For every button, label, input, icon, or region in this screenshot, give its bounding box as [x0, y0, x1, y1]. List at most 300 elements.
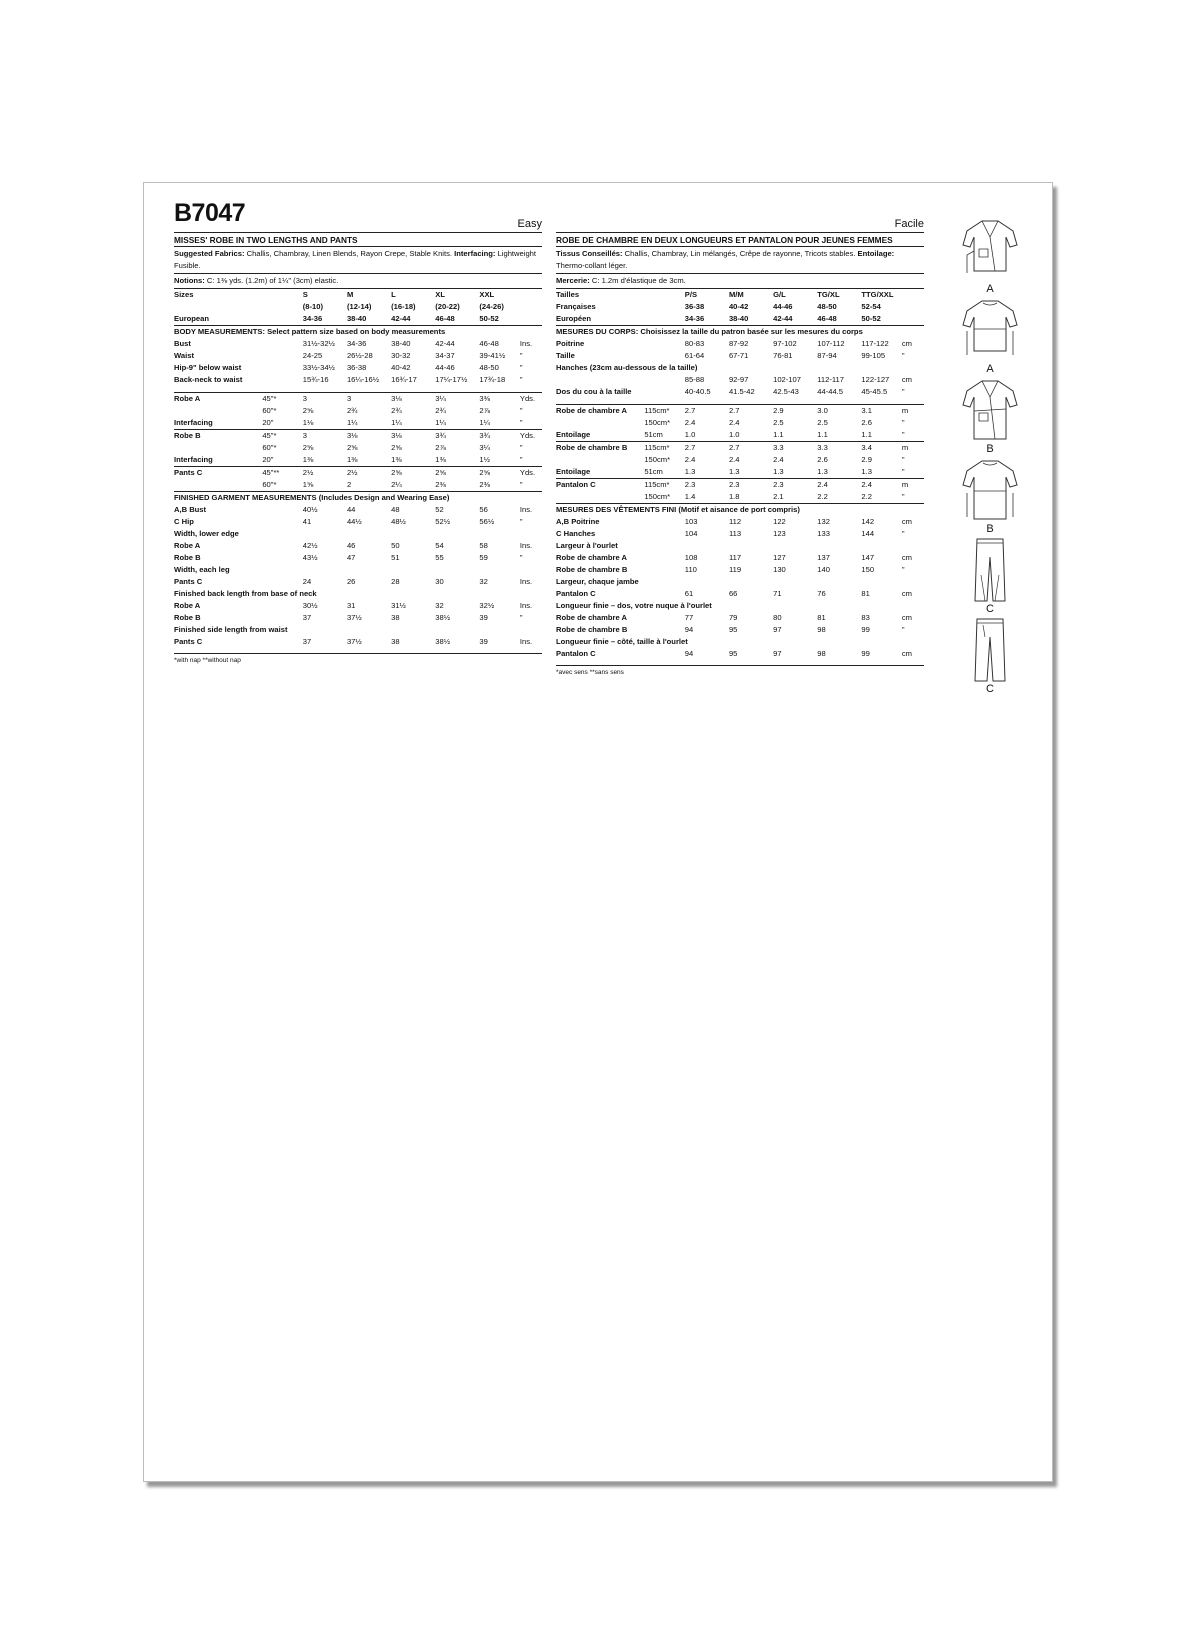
unit-cell: cm: [901, 517, 912, 526]
value-cell: 2⅞: [479, 406, 490, 415]
value-cell: 38: [391, 613, 400, 622]
size-name: TG/XL: [817, 290, 840, 299]
footnote: *avec sens **sans sens: [556, 665, 924, 676]
value-cell: 1.8: [728, 492, 740, 501]
unit-cell: ": [519, 443, 523, 452]
value-cell: 97-102: [773, 339, 797, 348]
row-label: Robe de chambre A: [556, 613, 628, 622]
unit-cell: ": [901, 351, 905, 360]
unit-cell: Ins.: [519, 601, 533, 610]
table-row: [174, 504, 542, 516]
unit-cell: ": [901, 418, 905, 427]
view-thumb: [955, 615, 1025, 695]
value-cell: 2¾: [391, 406, 402, 415]
notions-label: Mercerie:: [556, 276, 590, 285]
subsection-label: Largeur, chaque jambe: [556, 577, 639, 586]
value-cell: 30½: [302, 601, 318, 610]
value-cell: 40-40.5: [684, 387, 711, 396]
unit-cell: ": [519, 406, 523, 415]
table-row: [174, 405, 542, 417]
fabric-width: 115cm*: [644, 442, 684, 455]
view-label: B: [986, 443, 994, 455]
pattern-title: MISSES' ROBE IN TWO LENGTHS AND PANTS: [174, 233, 542, 247]
value-cell: 85-88: [684, 375, 705, 384]
value-cell: 79: [728, 613, 738, 622]
table-row: [174, 442, 542, 454]
value-cell: 2⅝: [435, 467, 479, 480]
value-cell: 3: [303, 393, 347, 406]
value-cell: 31: [346, 601, 356, 610]
unit-cell: Ins.: [519, 637, 533, 646]
value-cell: 2.4: [773, 455, 784, 464]
size-name: TTG/XXL: [861, 290, 894, 299]
header: [556, 205, 924, 233]
value-cell: 107-112: [817, 339, 845, 348]
table-row: [174, 600, 542, 612]
value-cell: 34-37: [435, 351, 455, 360]
table-cell: [520, 313, 542, 326]
value-cell: 38: [391, 637, 400, 646]
value-cell: 1½: [479, 455, 490, 464]
interfacing-label: Entoilage:: [857, 249, 895, 258]
size-numbers-row: [556, 301, 924, 313]
value-cell: 94: [684, 625, 694, 634]
european-size: 38-40: [346, 314, 367, 323]
value-cell: 2¾: [435, 406, 446, 415]
row-label: Robe A: [174, 601, 201, 610]
unit-cell: Ins.: [519, 541, 533, 550]
value-cell: 2.1: [773, 492, 784, 501]
table-row: [174, 393, 542, 406]
unit-cell: ": [519, 553, 523, 562]
value-cell: 1⅛: [302, 418, 314, 427]
value-cell: 112: [728, 517, 742, 526]
value-cell: 48: [391, 505, 400, 514]
size-number: 48-50: [817, 302, 837, 311]
footnote: *with nap **without nap: [174, 653, 542, 664]
table-cell: [262, 540, 302, 552]
value-cell: 32½: [479, 601, 495, 610]
value-cell: 3.0: [817, 405, 861, 418]
fabric-width: 115cm*: [644, 405, 684, 418]
table-row: [556, 648, 924, 660]
value-cell: 2: [346, 480, 352, 489]
section-title-row: [174, 326, 542, 339]
unit-cell: ": [901, 492, 905, 501]
unit-cell: ": [519, 480, 523, 489]
table-cell: [262, 362, 302, 374]
subsection-label: Hanches (23cm au-dessous de la taille): [556, 363, 698, 372]
row-label: C Hanches: [556, 529, 596, 538]
value-cell: 41.5-42: [728, 387, 755, 396]
value-cell: 3¼: [435, 393, 479, 406]
row-label: Robe A: [174, 541, 201, 550]
view-thumb: [955, 535, 1025, 615]
size-name: M: [346, 290, 354, 299]
value-cell: 56: [479, 505, 488, 514]
value-cell: 2.9: [861, 455, 872, 464]
european-size: 46-48: [817, 314, 837, 323]
value-cell: 1.1: [773, 430, 784, 439]
value-cell: 32: [479, 577, 488, 586]
fabrics-label: Tissus Conseillés:: [556, 249, 623, 258]
value-cell: 2.7: [685, 405, 729, 418]
table-cell: [644, 516, 684, 528]
subsection-label: Width, each leg: [174, 565, 230, 574]
value-cell: 16¼-16½: [346, 375, 380, 384]
row-label: Interfacing: [174, 418, 213, 427]
subsection-label: Largeur à l'ourlet: [556, 541, 618, 550]
value-cell: 2¼: [391, 480, 402, 489]
value-cell: 2¾: [346, 406, 358, 415]
value-cell: 31½-32½: [302, 339, 335, 348]
value-cell: 81: [817, 613, 826, 622]
value-cell: 1.3: [861, 467, 872, 476]
table-row: [556, 636, 924, 648]
value-cell: 2.7: [729, 442, 773, 455]
table-row: [174, 350, 542, 362]
value-cell: 39: [479, 613, 488, 622]
value-cell: 3: [303, 430, 347, 443]
size-name: S: [302, 290, 308, 299]
value-cell: 144: [861, 529, 875, 538]
value-cell: 33½-34½: [302, 363, 335, 372]
view-thumb: [955, 455, 1025, 535]
size-table: [556, 289, 924, 660]
value-cell: 58: [479, 541, 488, 550]
unit-cell: ": [901, 565, 905, 574]
fabric-width: 150cm*: [644, 455, 671, 464]
size-name: P/S: [684, 290, 698, 299]
value-cell: 130: [773, 565, 786, 574]
fabric-width: 150cm*: [644, 418, 671, 427]
table-row: [556, 374, 924, 386]
value-cell: 42½: [302, 541, 318, 550]
unit-cell: ": [519, 363, 523, 372]
table-row: [556, 429, 924, 442]
value-cell: 1.3: [728, 467, 740, 476]
view-label: C: [986, 603, 994, 615]
notions-label: Notions:: [174, 276, 205, 285]
interfacing-text: Thermo-collant léger.: [556, 261, 628, 270]
european-size: 34-36: [684, 314, 705, 323]
value-cell: 15¾-16: [302, 375, 329, 384]
table-cell: [644, 338, 684, 350]
value-cell: 55: [435, 553, 444, 562]
notions-text: C: 1.2m d'élastique de 3cm.: [589, 276, 686, 285]
value-cell: 45-45.5: [861, 387, 888, 396]
value-cell: 61: [684, 589, 694, 598]
fabrics-label: Suggested Fabrics:: [174, 249, 245, 258]
row-label: Pantalon C: [556, 589, 596, 598]
table-row: [556, 338, 924, 350]
value-cell: 1.1: [861, 430, 872, 439]
value-cell: 140: [817, 565, 830, 574]
value-cell: 103: [684, 517, 698, 526]
value-cell: 133: [817, 529, 830, 538]
table-row: [174, 516, 542, 528]
subsection-label: Longueur finie – dos, votre nuque à l'ourlet: [556, 601, 712, 610]
unit-cell: Yds.: [520, 393, 542, 406]
view-thumb: [955, 375, 1025, 455]
english-column: [174, 199, 542, 664]
unit-cell: ": [519, 351, 523, 360]
fabrics-paragraph: [556, 247, 924, 274]
european-label: European: [174, 314, 210, 323]
european-size: 50-52: [479, 314, 499, 323]
value-cell: 31½: [391, 601, 406, 610]
value-cell: 30: [435, 577, 444, 586]
value-cell: 104: [684, 529, 698, 538]
table-row: [174, 564, 542, 576]
table-cell: [520, 289, 542, 301]
table-row: [174, 624, 542, 636]
value-cell: 98: [817, 625, 826, 634]
value-cell: 44½: [346, 517, 362, 526]
value-cell: 30-32: [391, 351, 411, 360]
body-measurements-title: MESURES DU CORPS: Choisissez la taille du patron basée sur les mesures du corps: [556, 326, 924, 339]
value-cell: 98: [817, 649, 826, 658]
fabric-width: 60"*: [262, 443, 277, 452]
value-cell: 137: [817, 553, 830, 562]
row-label: Robe de chambre B: [556, 442, 644, 455]
view-thumbnails: [955, 215, 1025, 695]
value-cell: 1¼: [391, 418, 402, 427]
value-cell: 127: [773, 553, 786, 562]
value-cell: 2.2: [861, 492, 872, 501]
fabrics-text: Challis, Chambray, Linen Blends, Rayon Crepe, Stable Knits.: [244, 249, 455, 258]
value-cell: 81: [861, 589, 870, 598]
table-row: [174, 454, 542, 467]
unit-cell: ": [519, 455, 523, 464]
value-cell: 1¼: [479, 418, 490, 427]
subsection-label: Longueur finie – côté, taille à l'ourlet: [556, 637, 688, 646]
value-cell: 99: [861, 625, 870, 634]
value-cell: 38½: [435, 637, 451, 646]
value-cell: 77: [684, 613, 694, 622]
pants-c-back-icon: [955, 615, 1025, 685]
value-cell: 3⅛: [347, 430, 391, 443]
unit-cell: ": [901, 529, 905, 538]
table-cell: [262, 313, 302, 326]
table-row: [174, 417, 542, 430]
table-row: [556, 528, 924, 540]
size-name: G/L: [773, 290, 786, 299]
value-cell: 43½: [302, 553, 318, 562]
row-label: Back-neck to waist: [174, 375, 243, 384]
row-label: Robe A: [174, 393, 262, 406]
european-size: 46-48: [435, 314, 455, 323]
table-cell: [644, 313, 684, 326]
value-cell: 2.3: [773, 479, 817, 492]
table-cell: [262, 289, 302, 301]
table-row: [556, 516, 924, 528]
value-cell: 39: [479, 637, 488, 646]
row-label: Interfacing: [174, 455, 213, 464]
value-cell: 3.4: [861, 442, 901, 455]
unit-cell: cm: [901, 375, 912, 384]
table-row: [556, 479, 924, 492]
size-number: (8-10): [302, 302, 324, 311]
value-cell: 1.3: [773, 467, 784, 476]
table-row: [556, 466, 924, 479]
table-cell: [644, 564, 684, 576]
unit-cell: Ins.: [519, 577, 533, 586]
value-cell: 108: [684, 553, 698, 562]
size-number: 44-46: [773, 302, 793, 311]
unit-cell: cm: [901, 589, 912, 598]
table-row: [556, 362, 924, 374]
value-cell: 67-71: [728, 351, 749, 360]
value-cell: 24: [302, 577, 312, 586]
value-cell: 99-105: [861, 351, 886, 360]
row-label: Pantalon C: [556, 479, 644, 492]
size-name: L: [391, 290, 396, 299]
robe-b-front-icon: [955, 375, 1025, 445]
table-cell: [262, 338, 302, 350]
value-cell: 61-64: [684, 351, 705, 360]
table-row: [174, 479, 542, 492]
value-cell: 48½: [391, 517, 406, 526]
table-row: [174, 430, 542, 443]
table-cell: [262, 350, 302, 362]
value-cell: 102-107: [773, 375, 801, 384]
value-cell: 1⅜: [391, 455, 402, 464]
row-label: Entoilage: [556, 467, 591, 476]
view-label: B: [986, 523, 994, 535]
unit-cell: ": [519, 375, 523, 384]
value-cell: 1.1: [817, 430, 828, 439]
row-label: Pants C: [174, 637, 203, 646]
table-cell: [262, 612, 302, 624]
value-cell: 2.4: [817, 479, 861, 492]
notions-paragraph: [556, 274, 924, 289]
table-cell: [644, 588, 684, 600]
table-cell: [174, 405, 262, 417]
value-cell: 3.3: [817, 442, 861, 455]
value-cell: 2.6: [861, 418, 872, 427]
european-size: 42-44: [773, 314, 793, 323]
size-name: XXL: [479, 290, 495, 299]
value-cell: 56½: [479, 517, 495, 526]
value-cell: 3⅛: [391, 430, 435, 443]
table-row: [174, 636, 542, 648]
row-label: Robe de chambre A: [556, 553, 628, 562]
table-cell: [644, 648, 684, 660]
value-cell: 99: [861, 649, 870, 658]
unit-cell: m: [902, 442, 924, 455]
size-name: XL: [435, 290, 445, 299]
value-cell: 44: [346, 505, 356, 514]
value-cell: 52: [435, 505, 444, 514]
finished-measurements-title: FINISHED GARMENT MEASUREMENTS (Includes Design and Wearing Ease): [174, 492, 542, 505]
value-cell: 76-81: [773, 351, 793, 360]
value-cell: 112-117: [817, 375, 844, 384]
row-label: Pants C: [174, 467, 262, 480]
view-label: A: [986, 363, 994, 375]
value-cell: 110: [684, 565, 697, 574]
row-label: Dos du cou à la taille: [556, 387, 632, 396]
value-cell: 32: [435, 601, 444, 610]
value-cell: 1.3: [684, 467, 696, 476]
value-cell: 2⅞: [435, 443, 446, 452]
size-numbers-row: [174, 301, 542, 313]
value-cell: 97: [773, 649, 782, 658]
row-label: Poitrine: [556, 339, 585, 348]
row-label: Robe B: [174, 613, 201, 622]
value-cell: 87-94: [817, 351, 837, 360]
row-label: Entoilage: [556, 430, 591, 439]
subsection-label: Width, lower edge: [174, 529, 239, 538]
size-number: (24-26): [479, 302, 504, 311]
value-cell: 52½: [435, 517, 451, 526]
fabrics-text: Challis, Chambray, Lin mélangés, Crêpe de rayonne, Tricots stables.: [622, 249, 858, 258]
table-cell: [520, 301, 542, 313]
fabric-width: 20": [262, 418, 274, 427]
row-label: Taille: [556, 351, 575, 360]
table-row: [556, 386, 924, 398]
notions-paragraph: [174, 274, 542, 289]
value-cell: 2.3: [685, 479, 729, 492]
unit-cell: Yds.: [520, 467, 542, 480]
finished-measurements-title: MESURES DES VÊTEMENTS FINI (Motif et aisance de port compris): [556, 504, 924, 517]
pattern-sheet: [143, 182, 1053, 1482]
fabric-width: 45"**: [262, 467, 302, 480]
value-cell: 2.4: [684, 455, 696, 464]
value-cell: 150: [861, 565, 875, 574]
table-cell: [644, 528, 684, 540]
fabric-width: 60"*: [262, 480, 277, 489]
value-cell: 48-50: [479, 363, 499, 372]
table-cell: [262, 504, 302, 516]
subsection-label: Finished side length from waist: [174, 625, 288, 634]
european-label: Européen: [556, 314, 592, 323]
value-cell: 50: [391, 541, 400, 550]
value-cell: 38½: [435, 613, 451, 622]
table-row: [556, 491, 924, 504]
value-cell: 34-36: [346, 339, 367, 348]
value-cell: 37: [302, 613, 312, 622]
view-label: A: [986, 283, 994, 295]
value-cell: 2.6: [817, 455, 828, 464]
table-cell: [644, 624, 684, 636]
section-title-row: [556, 326, 924, 339]
value-cell: 2⅜: [479, 480, 490, 489]
row-label: A,B Poitrine: [556, 517, 600, 526]
table-row: [174, 528, 542, 540]
value-cell: 1¼: [346, 418, 358, 427]
value-cell: 2.4: [684, 418, 696, 427]
value-cell: 1¼: [435, 418, 446, 427]
table-row: [556, 612, 924, 624]
value-cell: 3⅜: [479, 393, 519, 406]
unit-cell: ": [901, 430, 905, 439]
table-cell: [262, 516, 302, 528]
size-number: (20-22): [435, 302, 460, 311]
size-number: (12-14): [346, 302, 372, 311]
value-cell: 28: [391, 577, 400, 586]
fabric-width: 45"*: [262, 430, 302, 443]
row-label: Robe de chambre B: [556, 565, 628, 574]
table-cell: [644, 374, 684, 386]
table-cell: [644, 350, 684, 362]
european-row: [556, 313, 924, 326]
value-cell: 87-92: [728, 339, 749, 348]
value-cell: 1.3: [817, 467, 828, 476]
value-cell: 2.4: [861, 479, 901, 492]
value-cell: 113: [728, 529, 742, 538]
table-cell: [556, 491, 644, 504]
